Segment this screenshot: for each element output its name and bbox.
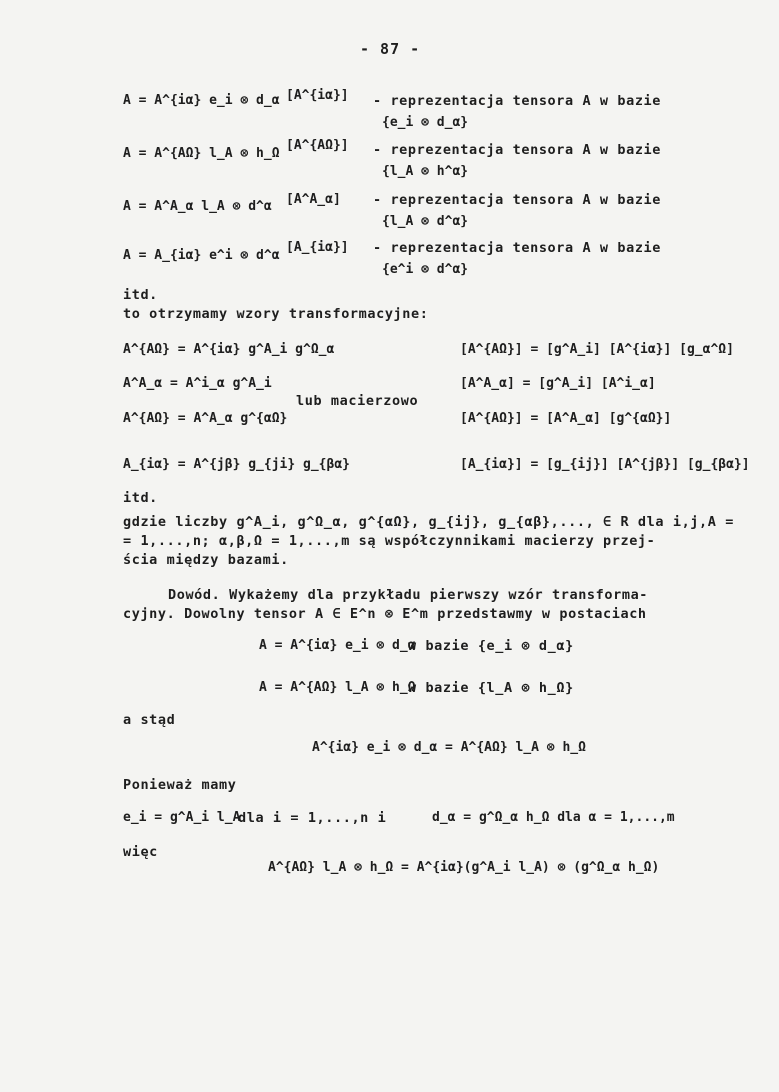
representation-formula-4: A = A_{iα} e^i ⊗ d^α — [123, 248, 280, 263]
transform-right-2: [A^A_α] = [g^A_i] [A^i_α] — [460, 376, 656, 391]
representation-bracket-3: [A^A_α] — [286, 192, 341, 207]
relation-middle: dla i = 1,...,n i — [238, 810, 387, 826]
representation-basis-2: {l_A ⊗ h^α} — [382, 164, 469, 179]
intro-text: to otrzymamy wzory transformacyjne: — [123, 306, 429, 322]
transform-left-2: A^A_α = A^i_α g^A_i — [123, 376, 272, 391]
proof-equation-2: A = A^{AΩ} l_A ⊗ h_Ω — [259, 680, 416, 695]
transform-left-4: A_{iα} = A^{jβ} g_{ji} g_{βα} — [123, 457, 350, 472]
proof-line-2: cyjny. Dowolny tensor A ∈ E^n ⊗ E^m przedstawmy w postaciach — [123, 606, 647, 622]
representation-formula-3: A = A^A_α l_A ⊗ d^α — [123, 199, 272, 214]
representation-bracket-2: [A^{AΩ}] — [286, 138, 349, 153]
matrix-label: lub macierzowo — [296, 393, 419, 409]
representation-bracket-4: [A_{iα}] — [286, 240, 349, 255]
representation-basis-4: {e^i ⊗ d^α} — [382, 262, 469, 277]
paragraph-line-1: gdzie liczby g^A_i, g^Ω_α, g^{αΩ}, g_{ij}, g_{αβ},..., ∈ R dla i,j,A = — [123, 514, 734, 530]
a-stad-label: a stąd — [123, 712, 176, 728]
representation-bracket-1: [A^{iα}] — [286, 88, 349, 103]
transform-right-1: [A^{AΩ}] = [g^A_i] [A^{iα}] [g_α^Ω] — [460, 342, 734, 357]
paragraph-line-3: ścia między bazami. — [123, 552, 289, 568]
stad-equation: A^{iα} e_i ⊗ d_α = A^{AΩ} l_A ⊗ h_Ω — [312, 740, 586, 755]
transform-left-3: A^{AΩ} = A^A_α g^{αΩ} — [123, 411, 288, 426]
representation-formula-1: A = A^{iα} e_i ⊗ d_α — [123, 93, 280, 108]
page-number: - 87 - — [360, 40, 421, 58]
transform-right-4: [A_{iα}] = [g_{ij}] [A^{jβ}] [g_{βα}] — [460, 457, 750, 472]
itd-label-1: itd. — [123, 287, 158, 303]
relation-left: e_i = g^A_i l_A — [123, 810, 241, 825]
relation-right: d_α = g^Ω_α h_Ω dla α = 1,...,m — [432, 810, 675, 825]
representation-basis-1: {e_i ⊗ d_α} — [382, 115, 469, 130]
representation-text-3: - reprezentacja tensora A w bazie — [373, 192, 662, 208]
itd-label-2: itd. — [123, 490, 158, 506]
wiec-label: więc — [123, 844, 158, 860]
final-equation: A^{AΩ} l_A ⊗ h_Ω = A^{iα}(g^A_i l_A) ⊗ (g^Ω_α h_Ω) — [268, 860, 660, 875]
proof-line-1: Dowód. Wykażemy dla przykładu pierwszy wzór transforma- — [168, 587, 649, 603]
paragraph-line-2: = 1,...,n; α,β,Ω = 1,...,m są współczynnikami macierzy przej- — [123, 533, 656, 549]
representation-basis-3: {l_A ⊗ d^α} — [382, 214, 469, 229]
proof-equation-2-basis: w bazie {l_A ⊗ h_Ω} — [408, 680, 574, 696]
proof-equation-1-basis: w bazie {e_i ⊗ d_α} — [408, 638, 574, 654]
transform-left-1: A^{AΩ} = A^{iα} g^A_i g^Ω_α — [123, 342, 335, 357]
representation-text-2: - reprezentacja tensora A w bazie — [373, 142, 662, 158]
representation-formula-2: A = A^{AΩ} l_A ⊗ h_Ω — [123, 146, 280, 161]
proof-equation-1: A = A^{iα} e_i ⊗ d_α — [259, 638, 416, 653]
transform-right-3: [A^{AΩ}] = [A^A_α] [g^{αΩ}] — [460, 411, 672, 426]
representation-text-1: - reprezentacja tensora A w bazie — [373, 93, 662, 109]
representation-text-4: - reprezentacja tensora A w bazie — [373, 240, 662, 256]
poniewaz-label: Ponieważ mamy — [123, 777, 237, 793]
